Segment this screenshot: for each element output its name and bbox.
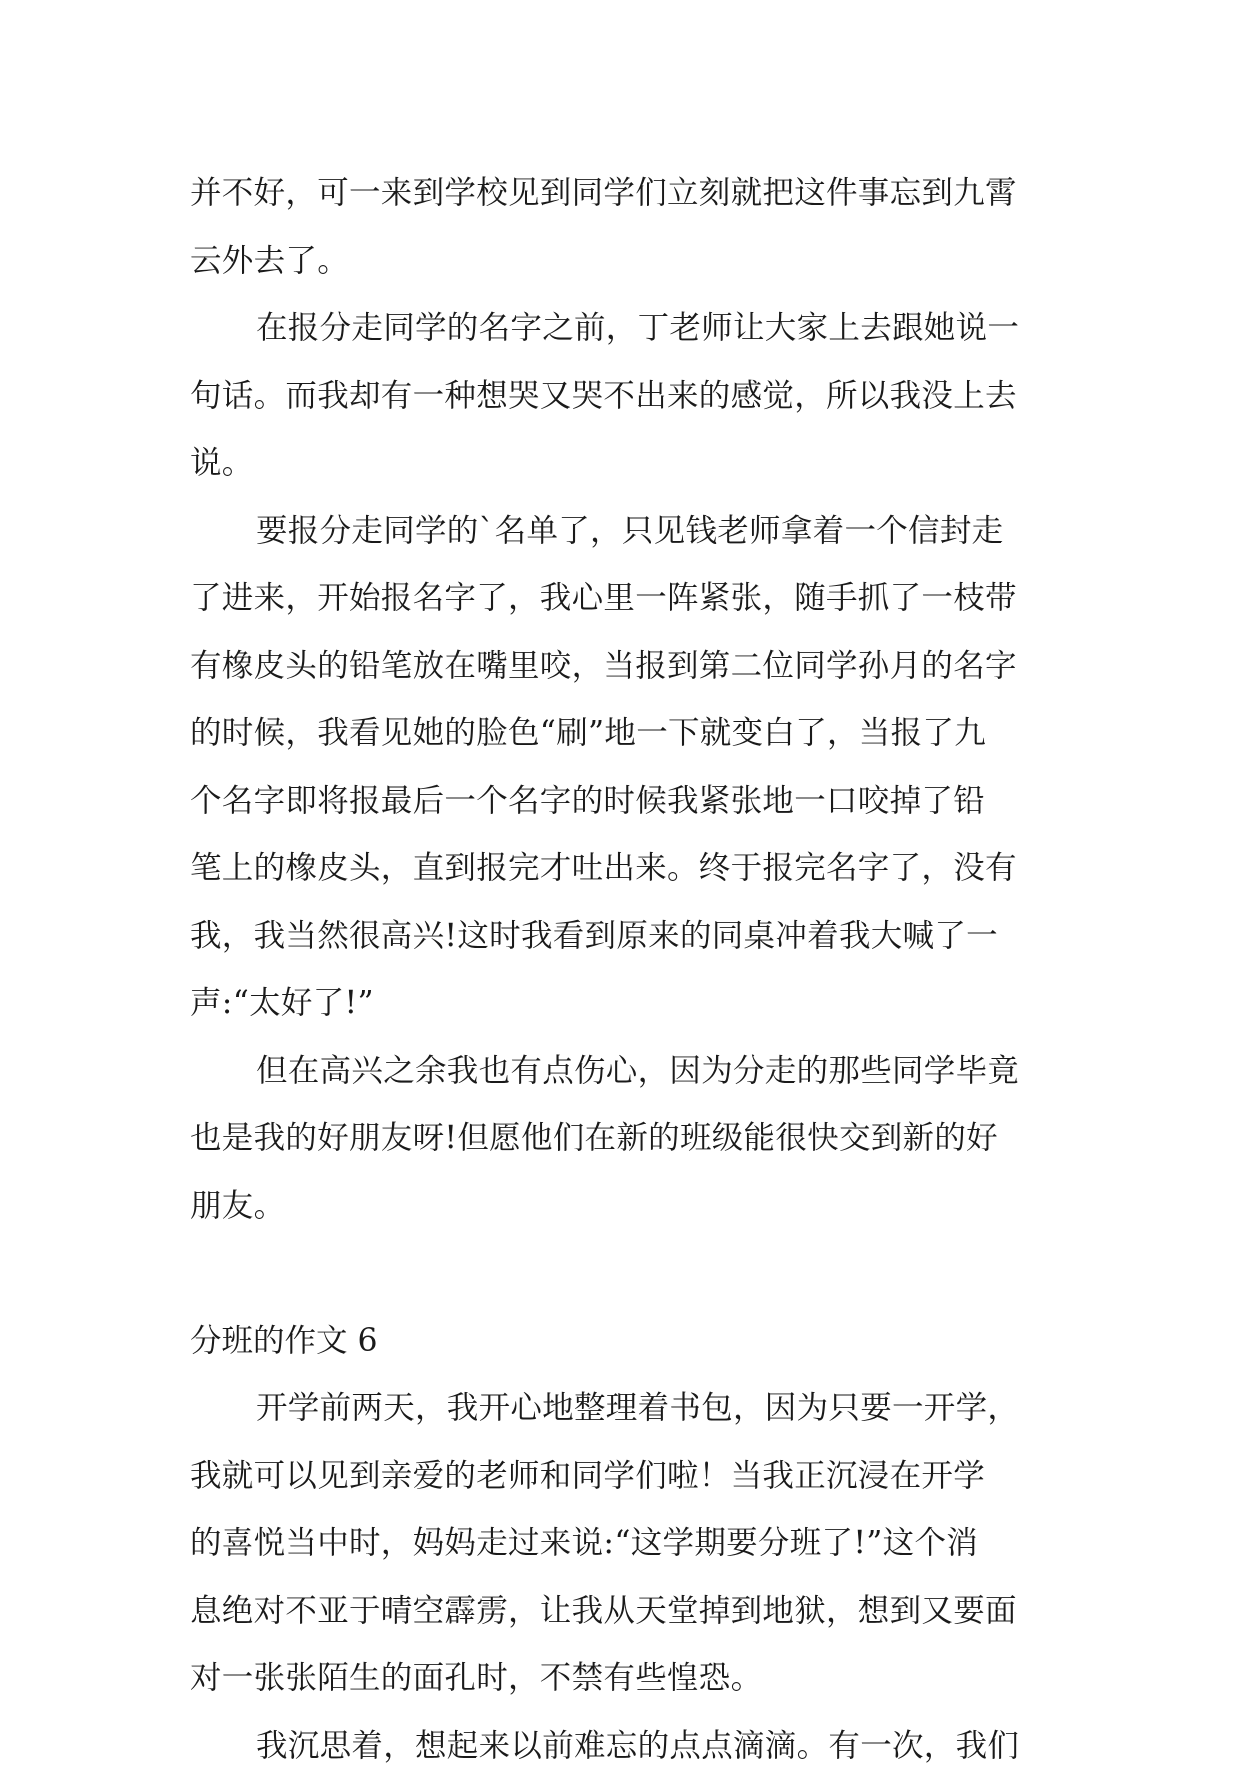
text-line: 句话。而我却有一种想哭又哭不出来的感觉，所以我没上去 [190,363,1052,431]
text-line: 笔上的橡皮头，直到报完才吐出来。终于报完名字了，没有 [190,835,1052,903]
text-line: 有橡皮头的铅笔放在嘴里咬，当报到第二位同学孙月的名字 [190,633,1052,701]
text-line: 朋友。 [190,1173,1052,1241]
text-line: 个名字即将报最后一个名字的时候我紧张地一口咬掉了铅 [190,768,1052,836]
text-line: 的喜悦当中时，妈妈走过来说:“这学期要分班了!”这个消 [190,1510,1052,1578]
text-line: 的时候，我看见她的脸色“刷”地一下就变白了，当报了九 [190,700,1052,768]
text-line: 要报分走同学的`名单了，只见钱老师拿着一个信封走 [190,498,1052,566]
text-line: 声:“太好了!” [190,970,1052,1038]
text-line: 息绝对不亚于晴空霹雳，让我从天堂掉到地狱，想到又要面 [190,1578,1052,1646]
paragraph-6 [190,1713,1052,1780]
document-body [190,160,1052,1780]
text-line: 我就可以见到亲爱的老师和同学们啦！当我正沉浸在开学 [190,1443,1052,1511]
text-line: 但在高兴之余我也有点伤心，因为分走的那些同学毕竟 [190,1038,1052,1106]
text-line: 云外去了。 [190,228,1052,296]
text-line: 对一张张陌生的面孔时，不禁有些惶恐。 [190,1645,1052,1713]
text-line: 了进来，开始报名字了，我心里一阵紧张，随手抓了一枝带 [190,565,1052,633]
text-line: 在报分走同学的名字之前，丁老师让大家上去跟她说一 [190,295,1052,363]
text-line: 我，我当然很高兴!这时我看到原来的同桌冲着我大喊了一 [190,903,1052,971]
paragraph-1 [190,160,1052,295]
text-line: 也是我的好朋友呀!但愿他们在新的班级能很快交到新的好 [190,1105,1052,1173]
section-title: 分班的作文 6 [190,1308,1052,1376]
paragraph-2 [190,295,1052,498]
paragraph-4 [190,1038,1052,1241]
section-spacer [190,1240,1052,1308]
text-line: 说。 [190,430,1052,498]
text-line: 开学前两天，我开心地整理着书包，因为只要一开学， [190,1375,1052,1443]
text-line: 并不好，可一来到学校见到同学们立刻就把这件事忘到九霄 [190,160,1052,228]
paragraph-5 [190,1375,1052,1713]
text-line: 我沉思着，想起来以前难忘的点点滴滴。有一次，我们 [190,1713,1052,1780]
paragraph-3 [190,498,1052,1038]
